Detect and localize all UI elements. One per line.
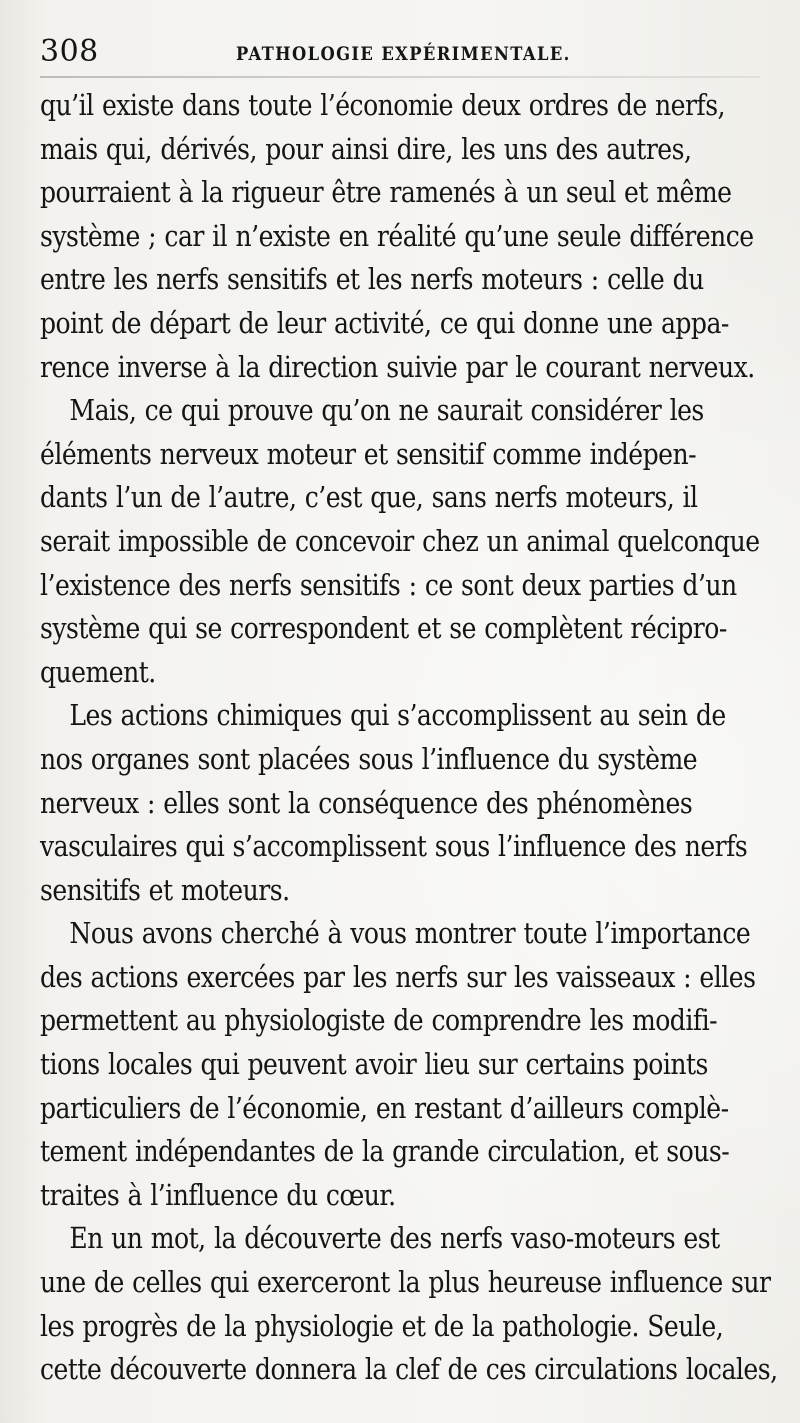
header-rule [40,76,760,78]
text-line: particuliers de l’économie, en restant d’ailleurs complè- [40,1090,729,1125]
text-line: sensitifs et moteurs. [40,872,290,907]
text-line: quement. [40,654,156,689]
text-line: serait impossible de concevoir chez un animal quelconque [40,523,760,558]
running-title: PATHOLOGIE EXPÉRIMENTALE. [236,43,571,65]
text-line: point de départ de leur activité, ce qui donne une appa- [40,305,729,340]
text-line: l’existence des nerfs sensitifs : ce sont deux parties d’un [40,567,737,602]
paragraph-first-line: Nous avons cherché à vous montrer toute l’importance [69,916,751,951]
text-line: rence inverse à la direction suivie par le courant nerveux. [40,349,755,384]
text-line: qu’il existe dans toute l’économie deux ordres de nerfs, [40,88,726,122]
text-line: système qui se correspondent et se complètent récipro- [40,611,727,646]
text-line: cette découverte donnera la clef de ces circulations locales, [40,1352,778,1387]
paragraph-first-line: Les actions chimiques qui s’accomplissent au sein de [69,698,726,733]
text-line: vasculaires qui s’accomplissent sous l’influence des nerfs [40,829,748,864]
text-line: pourraient à la rigueur être ramenés à un seul et même [40,175,732,210]
paragraph-first-line: Mais, ce qui prouve qu’on ne saurait considérer les [69,393,704,428]
text-line: entre les nerfs sensitifs et les nerfs moteurs : celle du [40,262,704,297]
paragraph-first-line: En un mot, la découverte des nerfs vaso-moteurs est [69,1221,720,1256]
text-line: tions locales qui peuvent avoir lieu sur certains points [40,1047,708,1082]
text-line: système ; car il n’existe en réalité qu’une seule différence [40,218,754,253]
text-line: dants l’un de l’autre, c’est que, sans nerfs moteurs, il [40,480,698,515]
page-header [40,32,780,72]
body-text [40,84,778,1392]
text-line: mais qui, dérivés, pour ainsi dire, les uns des autres, [40,131,692,166]
text-line: tement indépendantes de la grande circulation, et sous- [40,1134,730,1169]
text-line: permettent au physiologiste de comprendre les modifi- [40,1003,718,1038]
text-line: les progrès de la physiologie et de la pathologie. Seule, [40,1308,724,1343]
text-line: éléments nerveux moteur et sensitif comme indépen- [40,436,697,471]
text-line: des actions exercées par les nerfs sur les vaisseaux : elles [40,959,756,994]
page-number: 308 [40,34,99,69]
text-line: nos organes sont placées sous l’influence du système [40,741,698,776]
text-line: une de celles qui exerceront la plus heureuse influence sur [40,1265,771,1300]
text-line: traites à l’influence du cœur. [40,1177,396,1212]
text-line: nerveux : elles sont la conséquence des phénomènes [40,785,693,820]
